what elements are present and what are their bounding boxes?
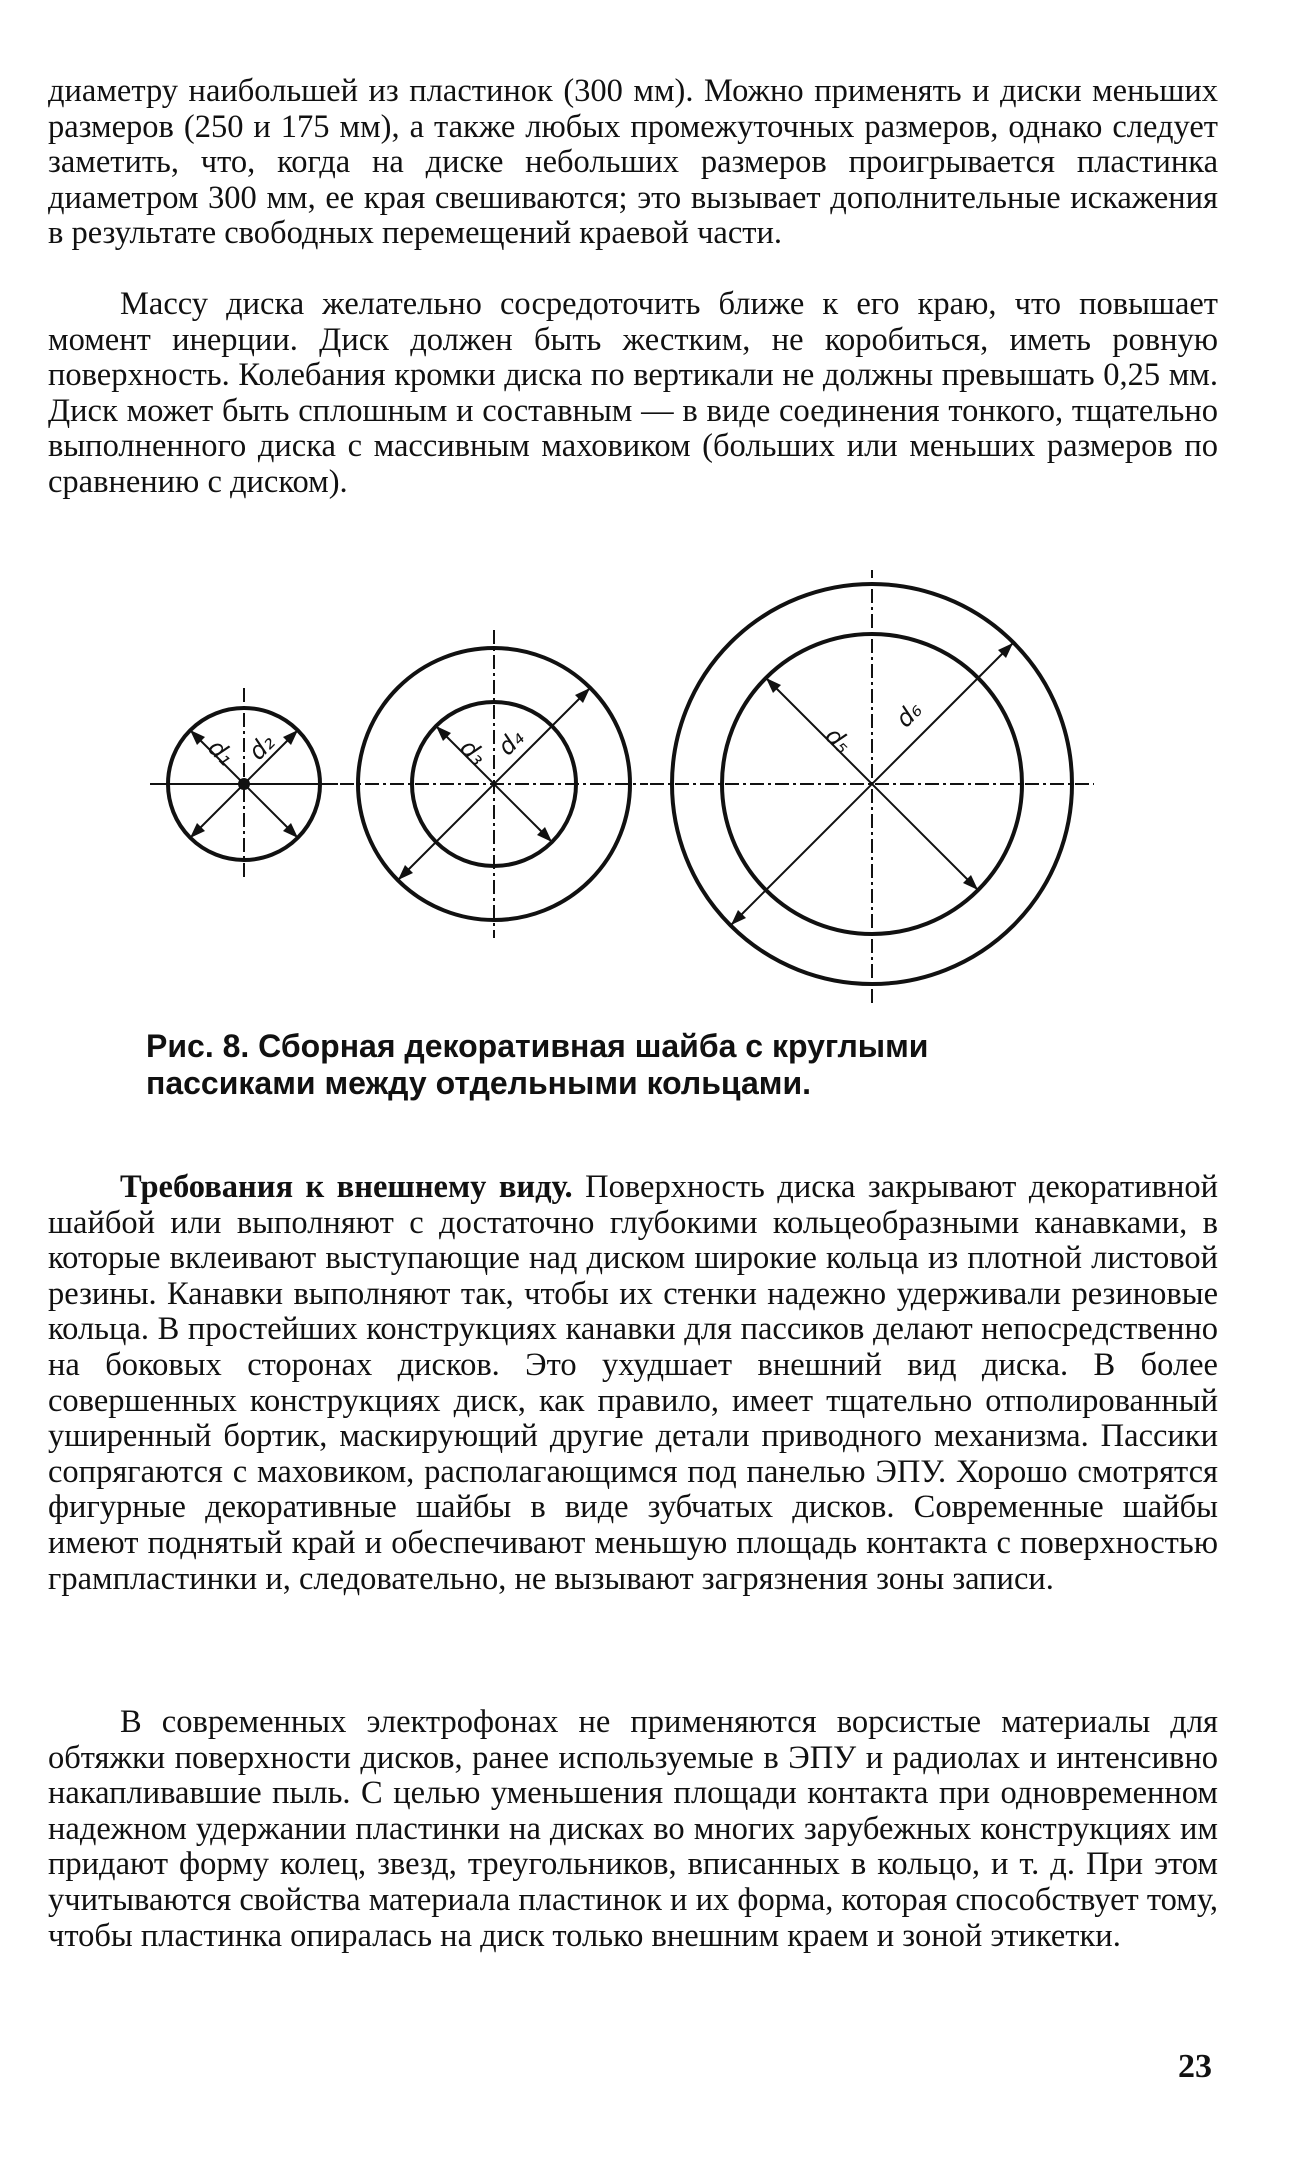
label-d4: d₄ xyxy=(492,723,530,761)
page-number: 23 xyxy=(1178,2048,1212,2085)
paragraph-4: В современных электрофонах не применяются ворсистые материалы для обтяжки поверхности дисков, ранее используемые в ЭПУ и радиолах и интенсивно накапливавшие пыль. С целью уменьшения площади контакта при одновременном надежном удержании пластинки на дисках во многих зарубежных конструкциях им придают форму колец, звезд, треугольников, вписанных в кольцо, и т. д. При этом учитываются свойства материала пластинок и их форма, которая способствует тому, чтобы пластинка опиралась на диск только внешним краем и зоной этикетки. xyxy=(48,1704,1218,1954)
label-d5: d₅ xyxy=(819,721,857,759)
paragraph-3 xyxy=(48,1170,1218,1597)
figure-8-diagram xyxy=(0,570,1298,1010)
label-d2: d₂ xyxy=(242,728,281,766)
disc-small-center xyxy=(238,778,250,790)
paragraph-2: Массу диска желательно сосредоточить ближе к его краю, что повышает момент инерции. Диск должен быть жестким, не коробиться, иметь ровную поверхность. Колебания кромки диска по вертикали не должны превышать 0,25 мм. Диск может быть сплошным и составным — в виде соединения тонкого, тщательно выполненного диска с массивным маховиком (больших или меньших размеров по сравнению с диском). xyxy=(48,286,1218,500)
label-d3: d₃ xyxy=(454,733,492,771)
section-heading: Требования к внешнему виду. xyxy=(120,1169,573,1205)
label-d1: d₁ xyxy=(202,733,240,771)
paragraph-3-text: Поверхность диска закрывают декоративной шайбой или выполняют с достаточно глубокими кольцеобразными канавками, в которые вклеивают выступающие над диском широкие кольца из плотной листовой резины. Канавки выполняют так, чтобы их стенки надежно удерживали резиновые кольца. В простейших конструкциях канавки для пассиков делают непосредственно на боковых сторонах дисков. Это ухудшает внешний вид диска. В более совершенных конструкциях диск, как правило, имеет тщательно отполированный уширенный бортик, маскирующий другие детали приводного механизма. Пассики сопрягаются с маховиком, располагающимся под панелью ЭПУ. Хорошо смотрятся фигурные декоративные шайбы в виде зубчатых дисков. Современные шайбы имеют поднятый край и обеспечивают меньшую площадь контакта с поверхностью грампластинки и, следовательно, не вызывают загрязнения зоны записи. xyxy=(48,1169,1219,1597)
figure-caption: Рис. 8. Сборная декоративная шайба с круглыми пассиками между отдельными кольцами. xyxy=(146,1028,929,1101)
label-d6: d₆ xyxy=(890,695,928,733)
paragraph-1: диаметру наибольшей из пластинок (300 мм). Можно применять и диски меньших размеров (250 и 175 мм), а также любых промежуточных размеров, однако следует заметить, что, когда на диске небольших размеров проигрывается пластинка диаметром 300 мм, ее края свешиваются; это вызывает дополнительные искажения в результате свободных перемещений краевой части. xyxy=(48,73,1218,252)
